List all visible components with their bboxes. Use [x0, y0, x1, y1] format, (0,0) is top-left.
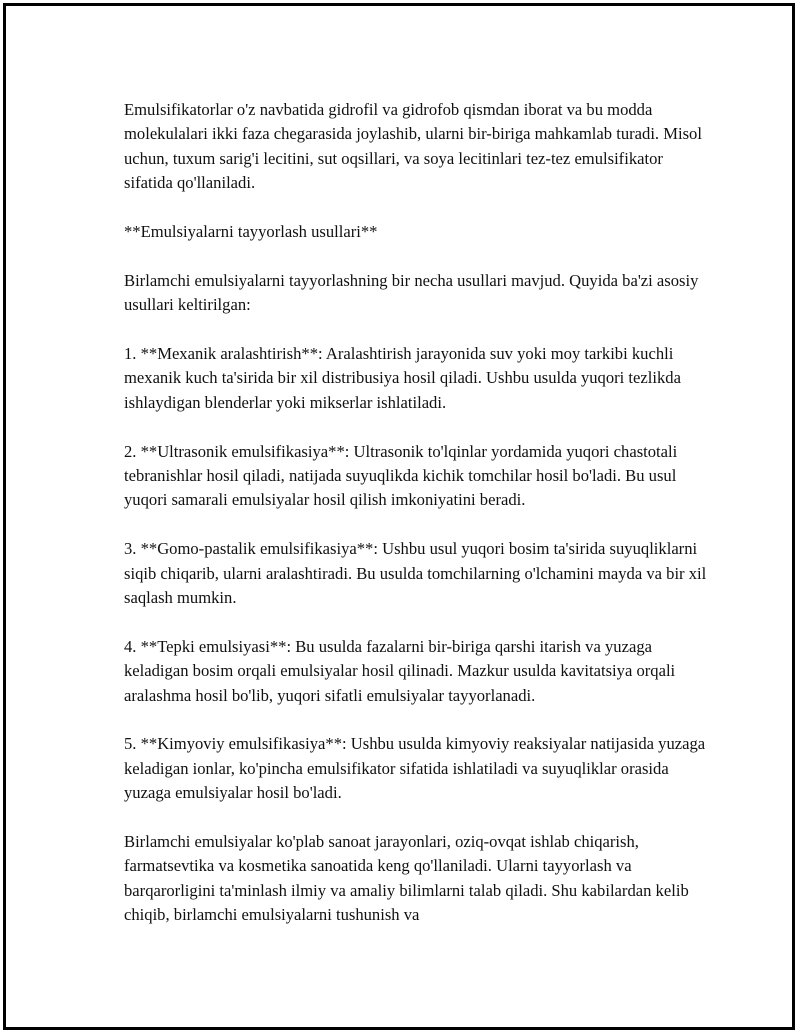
list-item-impact-emulsion: 4. **Tepki emulsiyasi**: Bu usulda fazalarni bir-biriga qarshi itarish va yuzaga keladigan bosim orqali emulsiyalar hosil qilinadi. Mazkur usulda kavitatsiya orqali aralashma hosil bo'lib, yuqori sifatli emulsiyalar tayyorlanadi.: [124, 636, 676, 705]
page-border: [3, 3, 795, 1030]
document-body: [124, 98, 714, 952]
list-item-chemical: 5. **Kimyoviy emulsifikasiya**: Ushbu usulda kimyoviy reaksiyalar natijasida yuzaga keladigan ionlar, ko'pincha emulsifikator sifatida ishlatiladi va suyuqliklar orasida yuzaga emulsiyalar hosil bo'ladi.: [124, 734, 706, 803]
section-heading-methods: **Emulsiyalarni tayyorlash usullari**: [124, 222, 378, 242]
paragraph-conclusion: Birlamchi emulsiyalar ko'plab sanoat jarayonlari, oziq-ovqat ishlab chiqarish, farmatsevtika va kosmetika sanoatida keng qo'llaniladi. Ularni tayyorlash va barqarorligini ta'minlash ilmiy va amaliy bilimlarni talab qiladi. Shu kabilardan kelib chiqib, birlamchi emulsiyalarni tushunish va: [124, 832, 689, 925]
list-item-ultrasonic: 2. **Ultrasonik emulsifikasiya**: Ultrasonik to'lqinlar yordamida yuqori chastotali tebranishlar hosil qiladi, natijada suyuqlikda kichik tomchilar hosil bo'ladi. Bu usul yuqori samarali emulsiyalar hosil qilish imkoniyatini beradi.: [124, 441, 678, 510]
list-item-homogenization: 3. **Gomo-pastalik emulsifikasiya**: Ushbu usul yuqori bosim ta'sirida suyuqliklarni siqib chiqarib, ularni aralashtiradi. Bu usulda tomchilarning o'lchamini mayda va bir xil saqlash mumkin.: [124, 539, 707, 608]
paragraph-emulsifiers: Emulsifikatorlar o'z navbatida gidrofil va gidrofob qismdan iborat va bu modda molekulalari ikki faza chegarasida joylashib, ularni bir-biriga mahkamlab turadi. Misol uchun, tuxum sarig'i lecitini, sut oqsillari, va soya lecitinlari tez-tez emulsifikator sifatida qo'llaniladi.: [124, 100, 702, 193]
list-item-mechanical-mixing: 1. **Mexanik aralashtirish**: Aralashtirish jarayonida suv yoki moy tarkibi kuchli mexanik kuch ta'sirida bir xil distribusiya hosil qiladi. Ushbu usulda yuqori tezlikda ishlaydigan blenderlar yoki mikserlar ishlatiladi.: [124, 344, 681, 412]
paragraph-methods-intro: Birlamchi emulsiyalarni tayyorlashning bir necha usullari mavjud. Quyida ba'zi asosiy usullari keltirilgan:: [124, 270, 699, 315]
